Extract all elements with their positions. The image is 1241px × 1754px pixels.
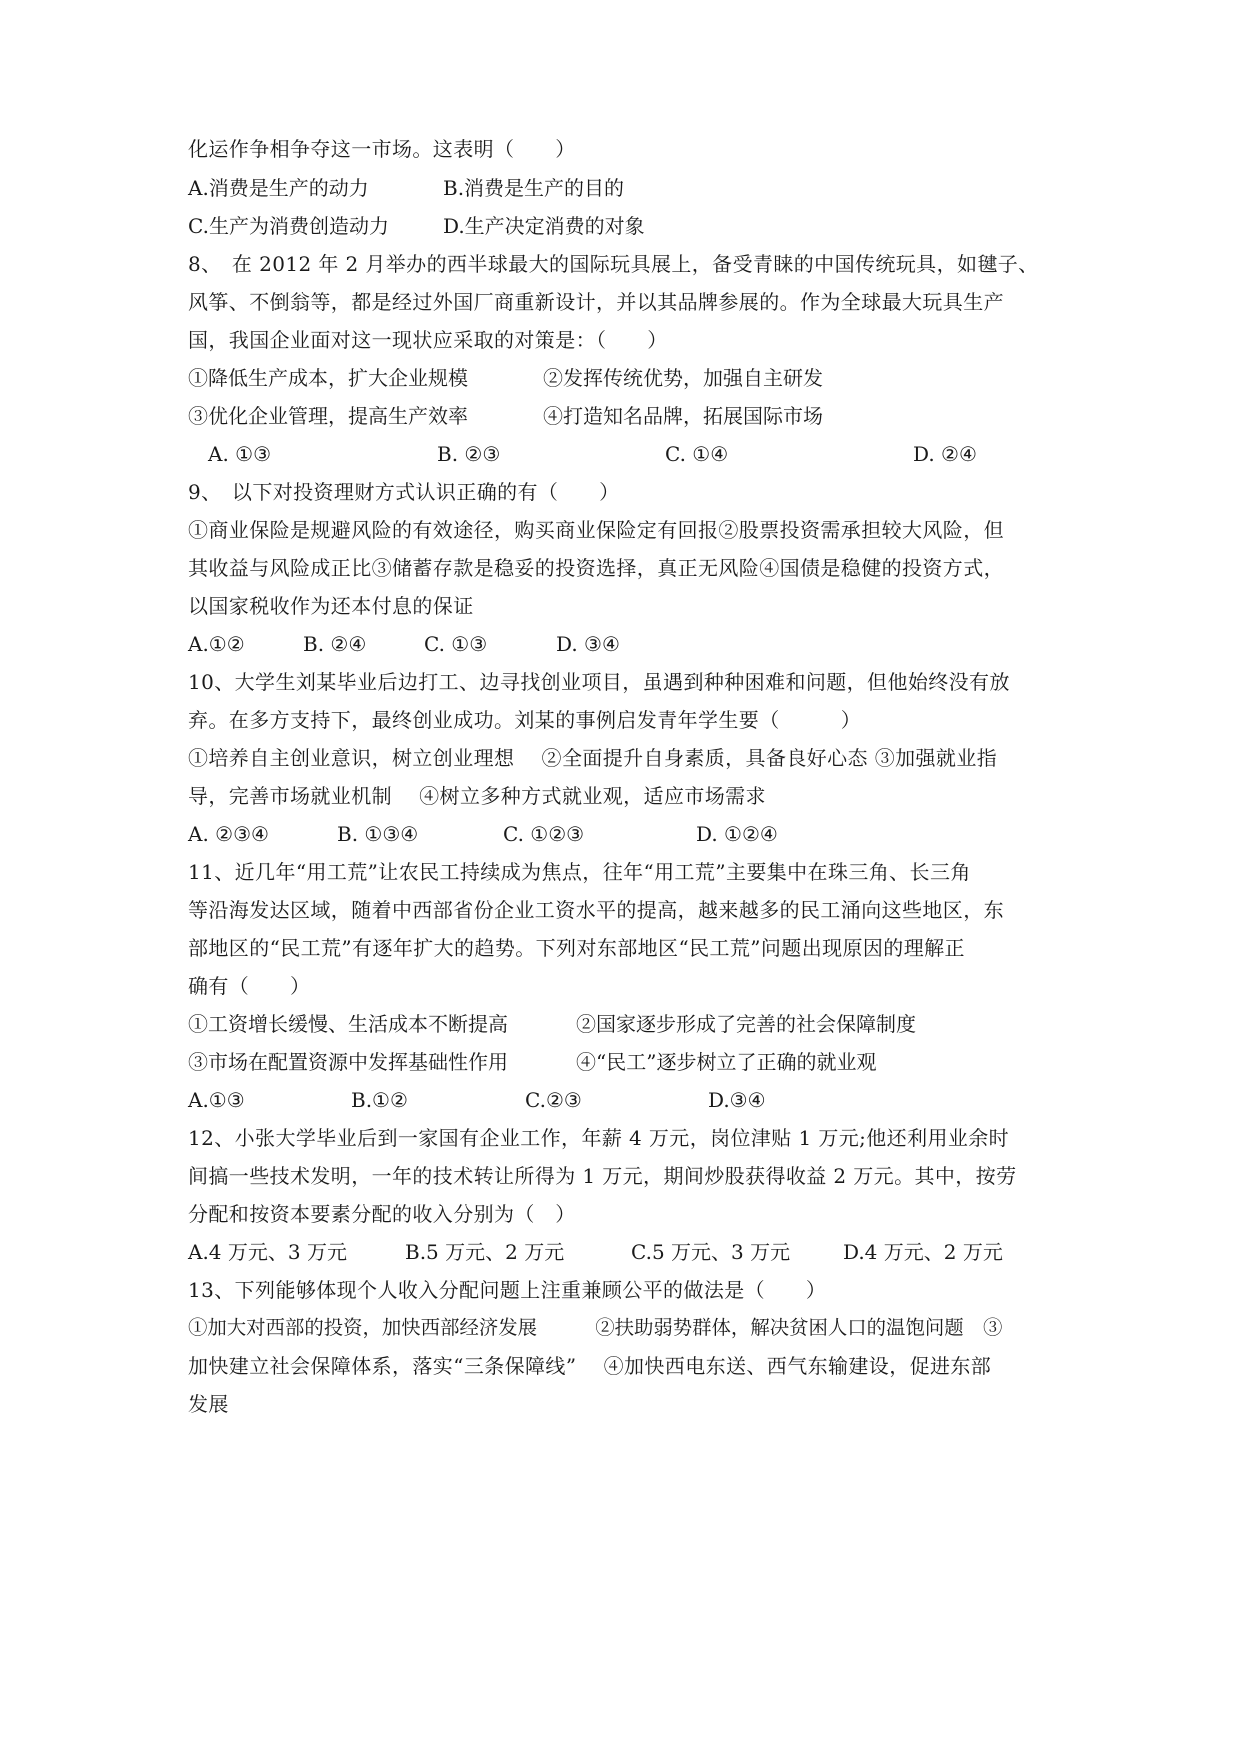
q10-stem-line2: 弃。在多方支持下，最终创业成功。刘某的事例启发青年学生要（ ） xyxy=(188,708,862,732)
q12-stem-line2: 间搞一些技术发明，一年的技术转让所得为 1 万元，期间炒股获得收益 2 万元。其中，按劳 xyxy=(188,1164,1017,1188)
q12-option-a: A.4 万元、3 万元 xyxy=(188,1240,347,1264)
q9-option-a: A.①② xyxy=(188,632,245,656)
q12-option-b: B.5 万元、2 万元 xyxy=(405,1240,565,1264)
q11-item-1: ①工资增长缓慢、生活成本不断提高 xyxy=(188,1012,508,1036)
q9-stem-line1: 9、 以下对投资理财方式认识正确的有（ ） xyxy=(188,480,620,504)
q10-option-b: B. ①③④ xyxy=(337,822,419,846)
q10-stem-line1: 10、大学生刘某毕业后边打工、边寻找创业项目，虽遇到种种困难和问题，但他始终没有放 xyxy=(188,670,1010,694)
q8-option-c: C. ①④ xyxy=(665,442,729,466)
q9-stem-line3: 其收益与风险成正比③储蓄存款是稳妥的投资选择，真正无风险④国债是稳健的投资方式， xyxy=(188,556,1004,580)
q8-option-d: D. ②④ xyxy=(913,442,977,466)
q8-option-b: B. ②③ xyxy=(437,442,501,466)
q7-option-b: B.消费是生产的目的 xyxy=(443,176,625,200)
q9-stem-line4: 以国家税收作为还本付息的保证 xyxy=(188,594,474,618)
q7-option-d: D.生产决定消费的对象 xyxy=(443,214,645,238)
q11-option-c: C.②③ xyxy=(525,1088,582,1112)
q8-item-3: ③优化企业管理，提高生产效率 xyxy=(188,404,468,428)
q8-stem-line2: 风筝、不倒翁等，都是经过外国厂商重新设计，并以其品牌参展的。作为全球最大玩具生产 xyxy=(188,290,1004,314)
q12-option-c: C.5 万元、3 万元 xyxy=(631,1240,791,1264)
q8-item-4: ④打造知名品牌，拓展国际市场 xyxy=(543,404,823,428)
q11-stem-line3: 部地区的“民工荒”有逐年扩大的趋势。下列对东部地区“民工荒”问题出现原因的理解正 xyxy=(188,936,965,960)
q12-stem-line3: 分配和按资本要素分配的收入分别为（ ） xyxy=(188,1202,576,1226)
q7-option-c: C.生产为消费创造动力 xyxy=(188,214,389,238)
q10-option-c: C. ①②③ xyxy=(503,822,585,846)
q11-option-b: B.①② xyxy=(351,1088,408,1112)
q9-option-b: B. ②④ xyxy=(303,632,367,656)
q10-stem-line3: ①培养自主创业意识，树立创业理想 ②全面提升自身素质，具备良好心态 ③加强就业指 xyxy=(188,746,998,770)
q8-option-a: A. ①③ xyxy=(208,442,272,466)
q12-option-d: D.4 万元、2 万元 xyxy=(843,1240,1003,1264)
q8-item-2: ②发挥传统优势，加强自主研发 xyxy=(543,366,823,390)
q8-stem-line1: 8、 在 2012 年 2 月举办的西半球最大的国际玩具展上，备受青睐的中国传统玩具，如毽子、 xyxy=(188,252,1039,276)
q9-option-d: D. ③④ xyxy=(556,632,620,656)
q11-option-d: D.③④ xyxy=(708,1088,766,1112)
q13-stem-line3: 加快建立社会保障体系，落实“三条保障线” ④加快西电东送、西气东输建设，促进东部 xyxy=(188,1354,992,1378)
q8-item-1: ①降低生产成本，扩大企业规模 xyxy=(188,366,468,390)
q9-stem-line2: ①商业保险是规避风险的有效途径，购买商业保险定有回报②股票投资需承担较大风险，但 xyxy=(188,518,1004,542)
q9-option-c: C. ①③ xyxy=(424,632,488,656)
q11-stem-line4: 确有（ ） xyxy=(188,974,311,998)
q7-continuation: 化运作争相争夺这一市场。这表明（ ） xyxy=(188,137,576,161)
q13-stem-line4: 发展 xyxy=(188,1392,229,1416)
q11-item-3: ③市场在配置资源中发挥基础性作用 xyxy=(188,1050,508,1074)
q11-option-a: A.①③ xyxy=(188,1088,245,1112)
q11-item-4: ④“民工”逐步树立了正确的就业观 xyxy=(576,1050,877,1074)
q10-option-a: A. ②③④ xyxy=(188,822,269,846)
q8-stem-line3: 国，我国企业面对这一现状应采取的对策是：（ ） xyxy=(188,328,668,352)
q12-stem-line1: 12、小张大学毕业后到一家国有企业工作，年薪 4 万元，岗位津贴 1 万元;他还利用业余时 xyxy=(188,1126,1010,1150)
q13-stem-line1: 13、下列能够体现个人收入分配问题上注重兼顾公平的做法是（ ） xyxy=(188,1278,827,1302)
q11-stem-line2: 等沿海发达区域，随着中西部省份企业工资水平的提高，越来越多的民工涌向这些地区，东 xyxy=(188,898,1004,922)
q7-option-a: A.消费是生产的动力 xyxy=(188,176,369,200)
q13-stem-line2: ①加大对西部的投资，加快西部经济发展 ②扶助弱势群体，解决贫困人口的温饱问题 ③ xyxy=(188,1316,1003,1339)
q11-stem-line1: 11、近几年“用工荒”让农民工持续成为焦点，往年“用工荒”主要集中在珠三角、长三角 xyxy=(188,860,971,884)
q10-stem-line4: 导，完善市场就业机制 ④树立多种方式就业观，适应市场需求 xyxy=(188,784,766,808)
q10-option-d: D. ①②④ xyxy=(696,822,778,846)
q11-item-2: ②国家逐步形成了完善的社会保障制度 xyxy=(576,1012,916,1036)
